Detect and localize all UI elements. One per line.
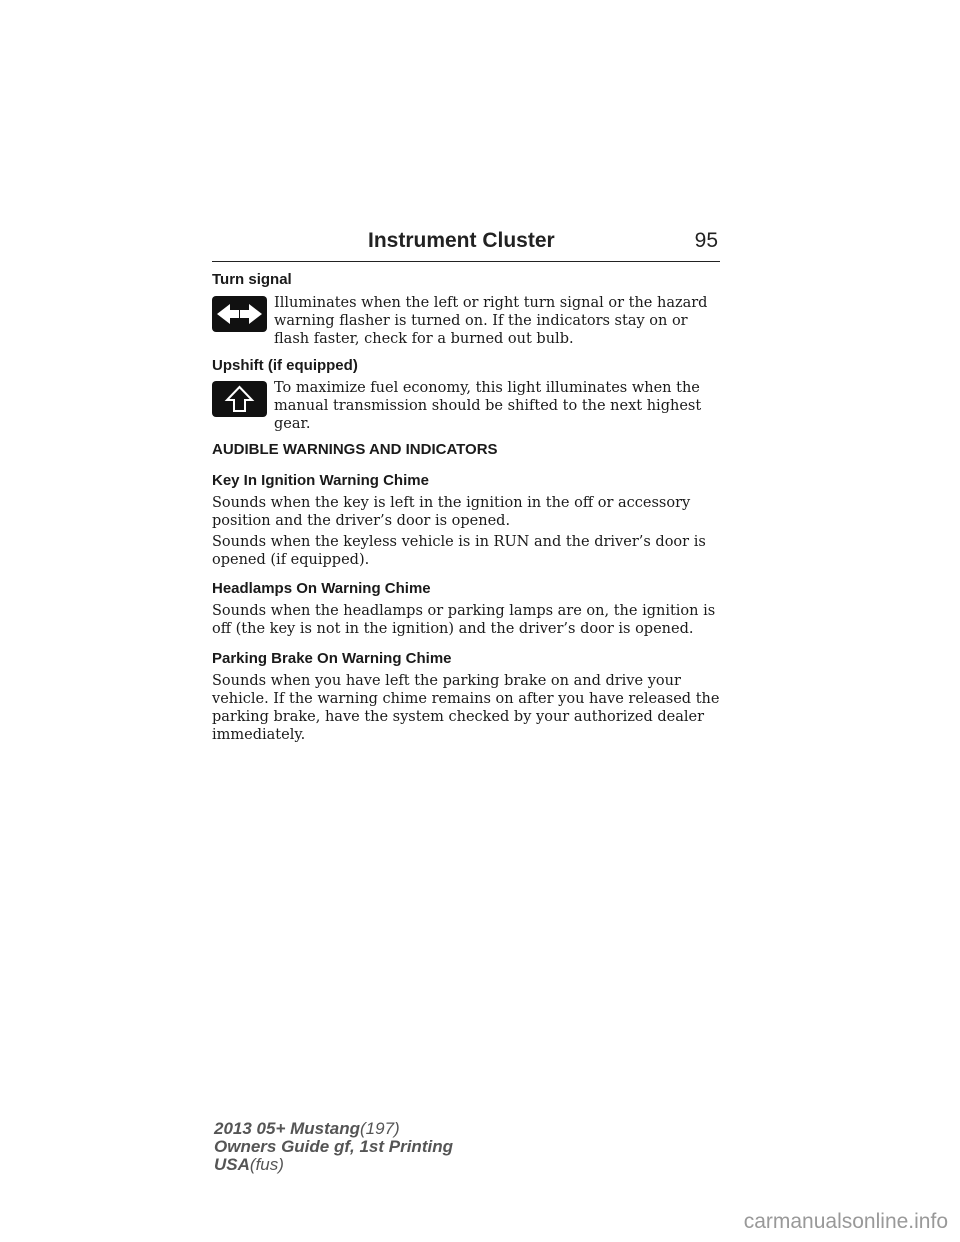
turn-signal-heading: Turn signal [212,271,292,288]
page-number: 95 [694,229,718,252]
footer-line-2: Owners Guide gf, 1st Printing [214,1137,453,1156]
turn-signal-arrows-icon [212,296,267,332]
parking-brake-heading: Parking Brake On Warning Chime [212,650,452,667]
print-footer [214,1120,453,1174]
key-in-ignition-paragraph-1: Sounds when the key is left in the ignition in the off or accessory position and the driver’s door is opened. [212,495,691,529]
parking-brake-paragraph: Sounds when you have left the parking brake on and drive your vehicle. If the warning chime remains on after you have released the parking brake, have the system checked by your authorized dealer immediately. [212,673,720,743]
headlamps-paragraph: Sounds when the headlamps or parking lamps are on, the ignition is off (the key is not in the ignition) and the driver’s door is opened. [212,603,716,637]
upshift-arrow-icon [212,381,267,417]
upshift-heading: Upshift (if equipped) [212,357,358,374]
watermark: carmanualsonline.info [743,1210,948,1233]
headlamps-heading: Headlamps On Warning Chime [212,580,431,597]
page-header [212,229,720,262]
audible-warnings-heading: AUDIBLE WARNINGS AND INDICATORS [212,441,498,458]
footer-line-1: 2013 05+ Mustang(197) [214,1119,400,1138]
footer-line-3: USA(fus) [214,1155,284,1174]
key-in-ignition-heading: Key In Ignition Warning Chime [212,472,429,489]
section-title: Instrument Cluster [368,229,555,252]
upshift-description: To maximize fuel economy, this light illuminates when the manual transmission should be shifted to the next highest gear. [274,380,702,432]
key-in-ignition-paragraph-2: Sounds when the keyless vehicle is in RUN and the driver’s door is opened (if equipped). [212,534,706,568]
turn-signal-description: Illuminates when the left or right turn signal or the hazard warning flasher is turned on. If the indicators stay on or flash faster, check for a burned out bulb. [274,295,708,347]
